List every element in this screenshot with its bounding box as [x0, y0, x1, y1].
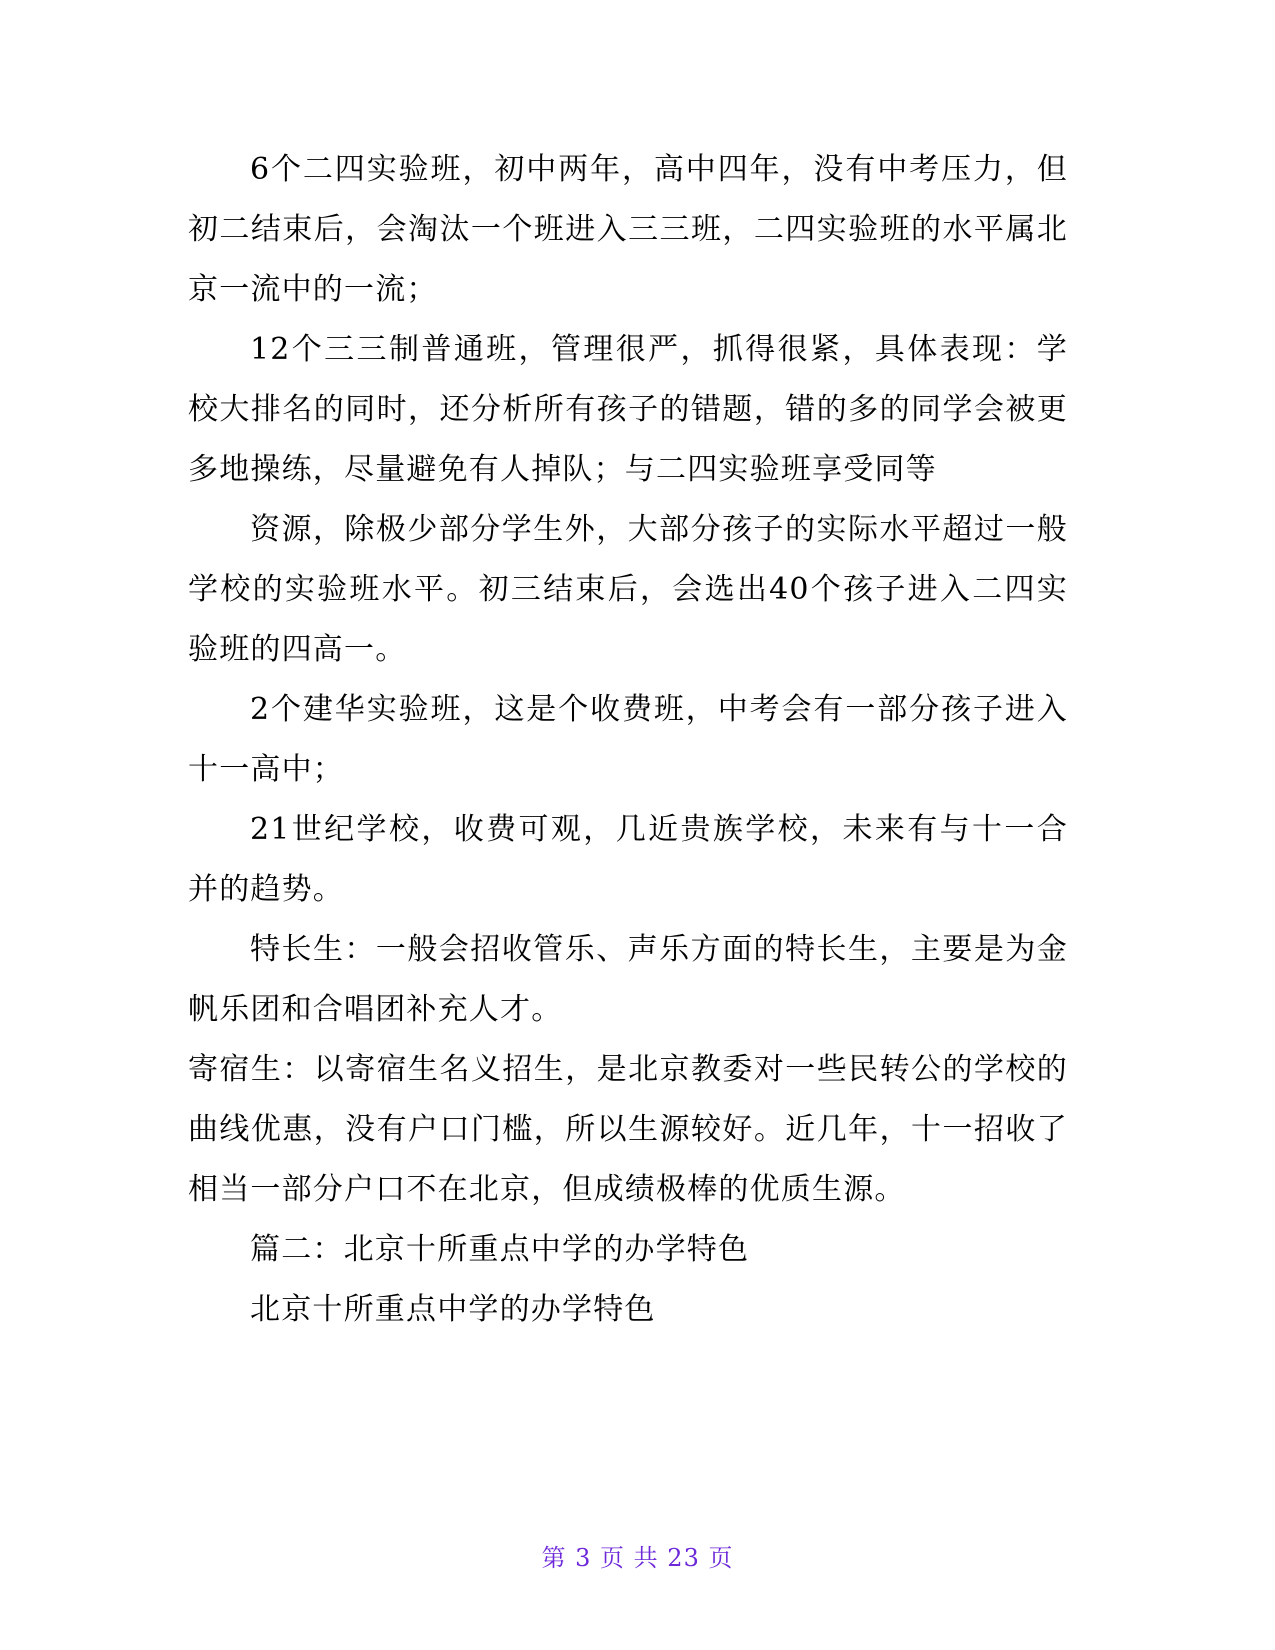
paragraph-jianhua-class: 2个建华实验班，这是个收费班，中考会有一部分孩子进入十一高中； [188, 692, 1068, 787]
paragraph-resources: 资源，除极少部分学生外，大部分孩子的实际水平超过一般学校的实验班水平。初三结束后，会选出40个孩子进入二四实验班的四高一。 [188, 512, 1068, 667]
paragraph-boarding-students: 寄宿生：以寄宿生名义招生，是北京教委对一些民转公的学校的曲线优惠，没有户口门槛，所以生源较好。近几年，十一招收了相当一部分户口不在北京，但成绩极棒的优质生源。 [188, 1052, 1068, 1207]
paragraph-special-talent: 特长生：一般会招收管乐、声乐方面的特长生，主要是为金帆乐团和合唱团补充人才。 [188, 932, 1068, 1027]
section-heading: 篇二：北京十所重点中学的办学特色 [250, 1232, 750, 1267]
section-title: 北京十所重点中学的办学特色 [250, 1292, 656, 1327]
document-body [188, 140, 1068, 1340]
paragraph-24-class: 6个二四实验班，初中两年，高中四年，没有中考压力，但初二结束后，会淘汰一个班进入三三班，二四实验班的水平属北京一流中的一流； [188, 152, 1068, 307]
page-number-label: 第 3 页 共 23 页 [541, 1544, 734, 1572]
paragraph-33-class: 12个三三制普通班，管理很严，抓得很紧，具体表现：学校大排名的同时，还分析所有孩子的错题，错的多的同学会被更多地操练，尽量避免有人掉队；与二四实验班享受同等 [188, 332, 1068, 487]
page-number-footer [0, 1538, 1275, 1573]
paragraph-21st-century-school: 21世纪学校，收费可观，几近贵族学校，未来有与十一合并的趋势。 [188, 812, 1068, 907]
